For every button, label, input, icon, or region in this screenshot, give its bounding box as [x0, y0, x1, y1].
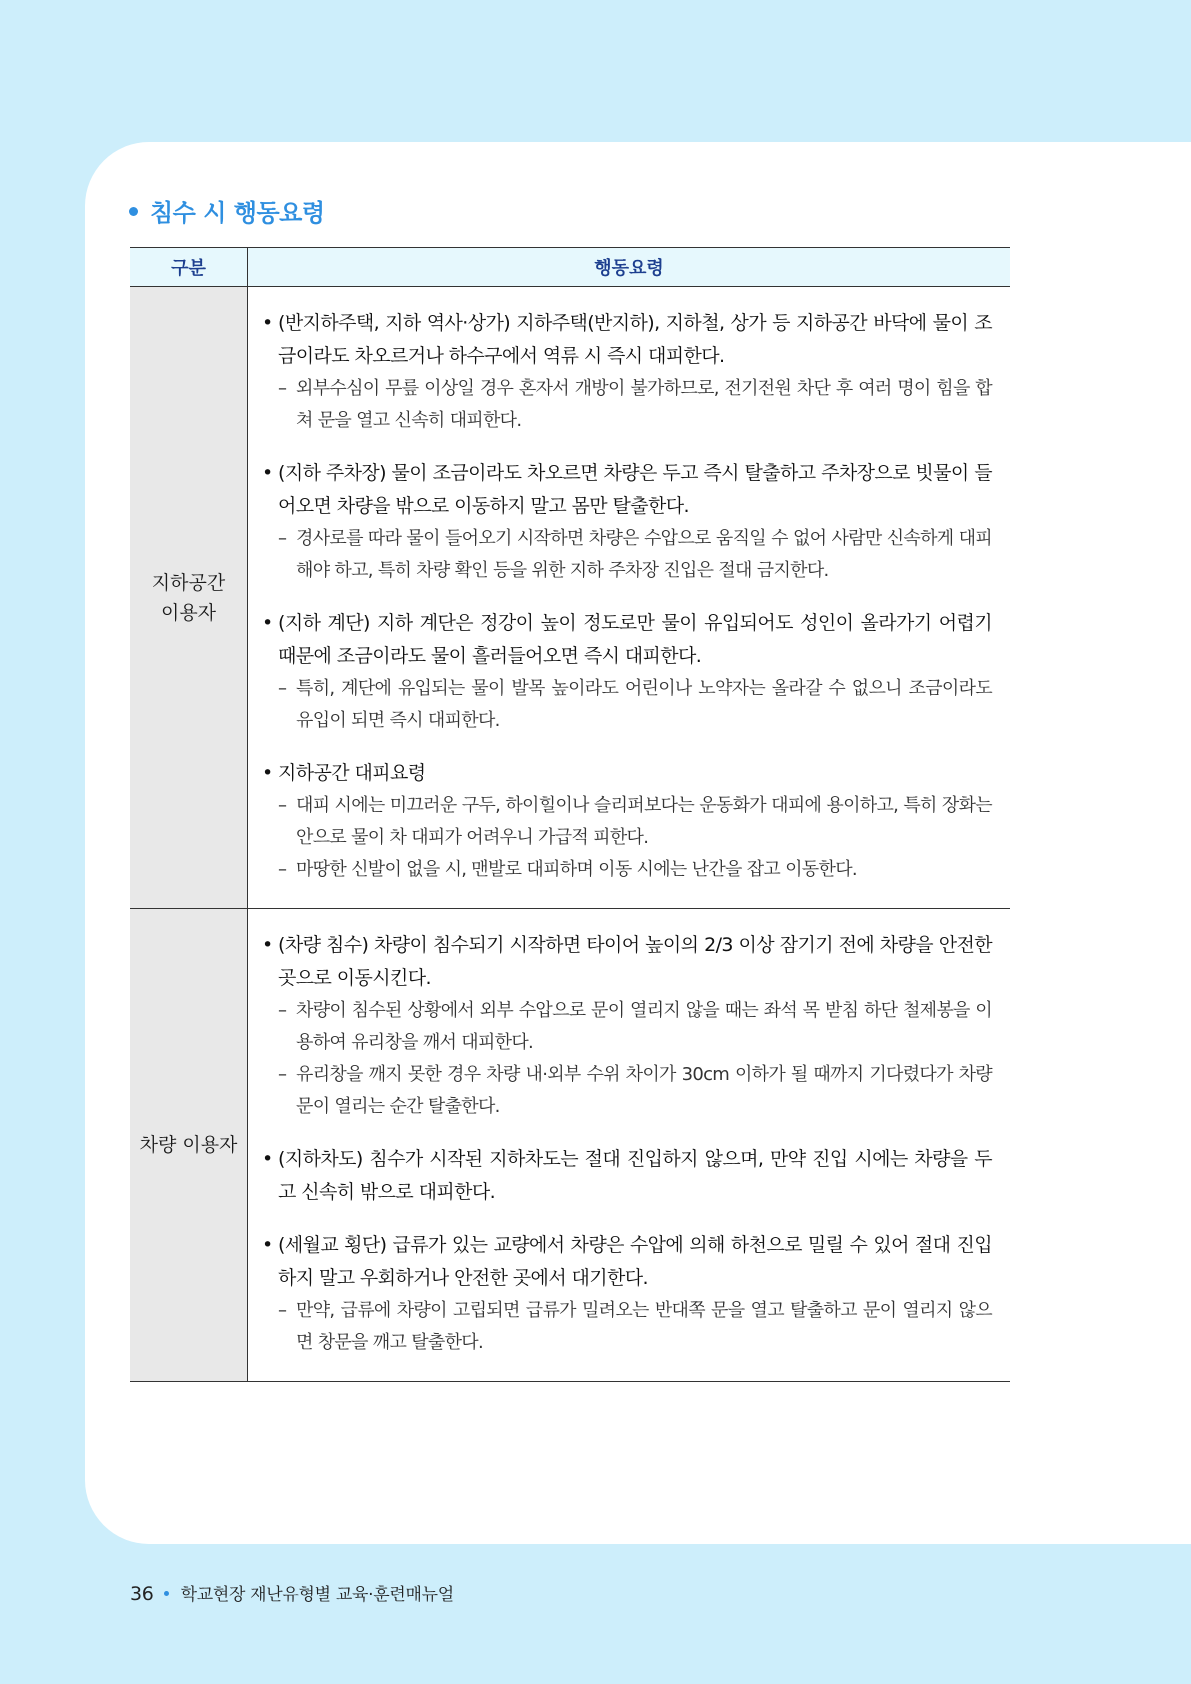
footer-dot-icon [164, 1591, 169, 1596]
table-row-vehicle [130, 909, 1010, 1382]
category-label-line: 차량 이용자 [139, 1134, 238, 1156]
action-sub-text: 대피 시에는 미끄러운 구두, 하이힐이나 슬리퍼보다는 운동화가 대피에 용이하고, 특히 장화는 안으로 물이 차 대피가 어려우니 가급적 피한다. [296, 795, 992, 848]
dash-icon: – [278, 1300, 287, 1321]
action-item [262, 1229, 992, 1359]
action-main-text: (지하 계단) 지하 계단은 정강이 높이 정도로만 물이 유입되어도 성인이 올라가기 어렵기 때문에 조금이라도 물이 흘러들어오면 즉시 대피한다. [278, 612, 992, 667]
header-category: 구분 [130, 248, 248, 287]
section-title [129, 193, 325, 228]
action-item [262, 457, 992, 587]
bullet-icon: • [262, 1234, 273, 1256]
action-main-text: (세월교 횡단) 급류가 있는 교량에서 차량은 수압에 의해 하천으로 밀릴 수 있어 절대 진입하지 말고 우회하거나 안전한 곳에서 대기한다. [278, 1234, 992, 1289]
action-item [262, 607, 992, 737]
dash-icon: – [278, 528, 287, 549]
page-footer [130, 1580, 454, 1605]
actions-cell-vehicle [248, 909, 1011, 1382]
action-main-text: (차량 침수) 차량이 침수되기 시작하면 타이어 높이의 2/3 이상 잠기기 전에 차량을 안전한 곳으로 이동시킨다. [278, 934, 992, 989]
section-title-text: 침수 시 행동요령 [150, 199, 325, 227]
category-label-line: 지하공간 [151, 571, 226, 594]
table-header-row [130, 248, 1010, 287]
action-sub-text: 외부수심이 무릎 이상일 경우 혼자서 개방이 불가하므로, 전기전원 차단 후 여러 명이 힘을 합쳐 문을 열고 신속히 대피한다. [296, 378, 992, 431]
action-item [262, 307, 992, 437]
dash-icon: – [278, 678, 287, 699]
header-actions: 행동요령 [248, 248, 1011, 287]
action-sub-text: 특히, 계단에 유입되는 물이 발목 높이라도 어린이나 노약자는 올라갈 수 없으니 조금이라도 유입이 되면 즉시 대피한다. [296, 678, 992, 731]
dash-icon: – [278, 1064, 287, 1085]
category-label-line: 이용자 [160, 601, 217, 624]
actions-cell-underground [248, 287, 1011, 909]
dash-icon: – [278, 795, 287, 816]
dash-icon: – [278, 859, 287, 880]
bullet-icon: • [262, 934, 273, 956]
book-title: 학교현장 재난유형별 교육·훈련매뉴얼 [180, 1585, 454, 1605]
action-item [262, 1143, 992, 1209]
bullet-dot-icon [129, 207, 138, 216]
bullet-icon: • [262, 1148, 273, 1170]
bullet-icon: • [262, 612, 273, 634]
action-sub-text: 차량이 침수된 상황에서 외부 수압으로 문이 열리지 않을 때는 좌석 목 받침 하단 철제봉을 이용하여 유리창을 깨서 대피한다. [296, 1000, 992, 1053]
action-main-text: (지하차도) 침수가 시작된 지하차도는 절대 진입하지 않으며, 만약 진입 시에는 차량을 두고 신속히 밖으로 대피한다. [278, 1148, 992, 1203]
dash-icon: – [278, 1000, 287, 1021]
category-cell-underground [130, 287, 248, 909]
bullet-icon: • [262, 462, 273, 484]
page-number: 36 [130, 1583, 154, 1605]
table-row-underground [130, 287, 1010, 909]
action-sub-text: 마땅한 신발이 없을 시, 맨발로 대피하며 이동 시에는 난간을 잡고 이동한다. [296, 859, 857, 880]
action-sub-text: 유리창을 깨지 못한 경우 차량 내·외부 수위 차이가 30cm 이하가 될 때까지 기다렸다가 차량 문이 열리는 순간 탈출한다. [296, 1064, 992, 1117]
action-sub-text: 만약, 급류에 차량이 고립되면 급류가 밀려오는 반대쪽 문을 열고 탈출하고 문이 열리지 않으면 창문을 깨고 탈출한다. [296, 1300, 992, 1353]
action-guide-table [130, 247, 1010, 1382]
action-main-text: (지하 주차장) 물이 조금이라도 차오르면 차량은 두고 즉시 탈출하고 주차장으로 빗물이 들어오면 차량을 밖으로 이동하지 말고 몸만 탈출한다. [278, 462, 992, 517]
dash-icon: – [278, 378, 287, 399]
action-item [262, 929, 992, 1123]
action-item [262, 757, 992, 886]
action-sub-text: 경사로를 따라 물이 들어오기 시작하면 차량은 수압으로 움직일 수 없어 사람만 신속하게 대피해야 하고, 특히 차량 확인 등을 위한 지하 주차장 진입은 절대 금지한다. [296, 528, 992, 581]
category-cell-vehicle [130, 909, 248, 1382]
action-main-text: (반지하주택, 지하 역사·상가) 지하주택(반지하), 지하철, 상가 등 지하공간 바닥에 물이 조금이라도 차오르거나 하수구에서 역류 시 즉시 대피한다. [278, 312, 992, 367]
bullet-icon: • [262, 762, 273, 784]
bullet-icon: • [262, 312, 273, 334]
action-main-text: 지하공간 대피요령 [278, 762, 426, 784]
